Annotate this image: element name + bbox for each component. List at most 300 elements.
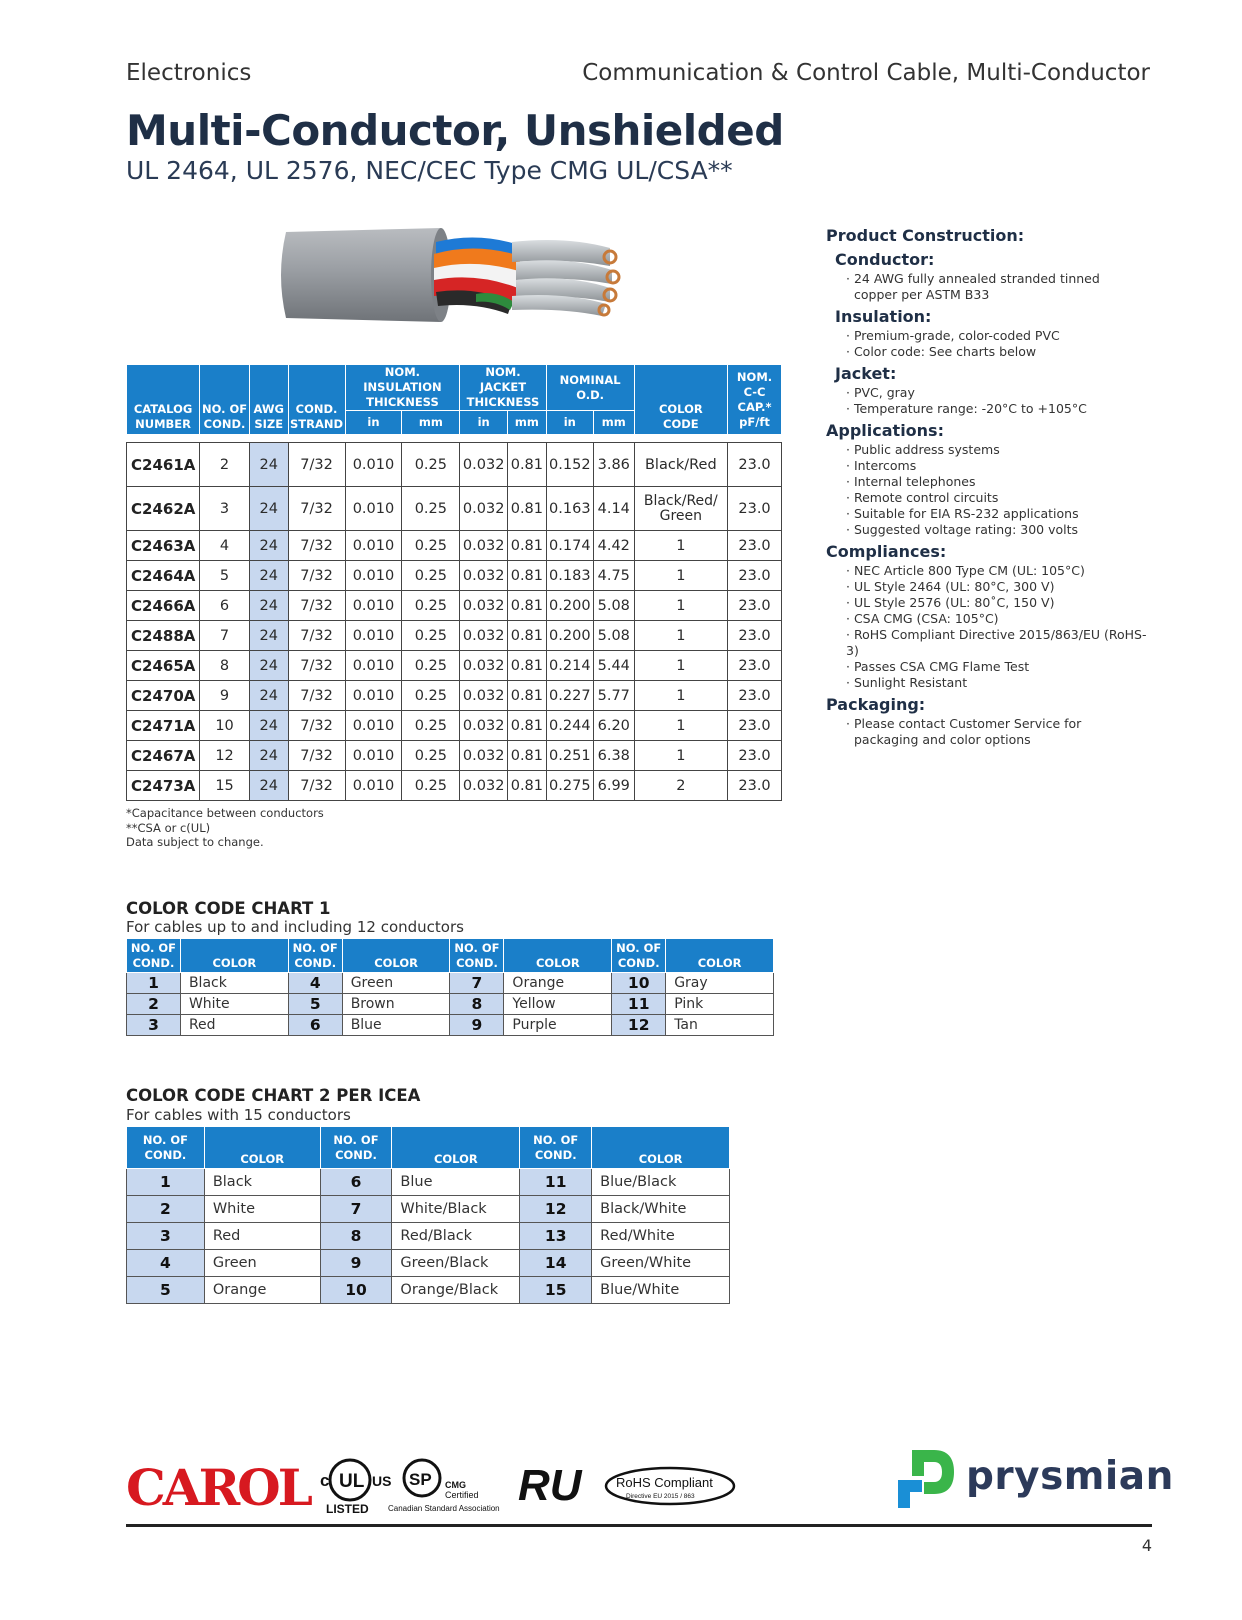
list-item: · PVC, gray — [846, 385, 1156, 401]
table-row — [127, 1169, 730, 1196]
color-code-chart-1 — [126, 938, 774, 1036]
note-line: Data subject to change. — [126, 835, 264, 849]
cell-ins-in: 0.010 — [345, 741, 402, 771]
cell-ins-in: 0.010 — [345, 651, 402, 681]
cell-ins-mm: 0.25 — [402, 443, 460, 487]
cond-color: Red/White — [592, 1223, 730, 1250]
cond-color: Yellow — [504, 994, 612, 1015]
cell-jk-mm: 0.81 — [508, 621, 547, 651]
hdr-cap: NOM. C-C CAP.* pF/ft — [728, 365, 782, 435]
cond-color: Green/Black — [392, 1250, 520, 1277]
list-item: · Remote control circuits — [846, 490, 1156, 506]
cell-color: Black/Red/ Green — [634, 487, 727, 531]
cell-cap: 23.0 — [728, 651, 782, 681]
cond-color: Blue — [392, 1169, 520, 1196]
cell-jk-in: 0.032 — [460, 651, 508, 681]
cond-color: White/Black — [392, 1196, 520, 1223]
cond-number: 11 — [612, 994, 666, 1015]
ul-listed-text: LISTED — [326, 1502, 369, 1516]
chart1-title: COLOR CODE CHART 1 — [126, 899, 331, 918]
prysmian-mark-icon — [894, 1446, 958, 1512]
cell-awg: 24 — [249, 443, 288, 487]
cell-jk-in: 0.032 — [460, 487, 508, 531]
cell-jk-in: 0.032 — [460, 771, 508, 801]
list-item: packaging and color options — [854, 732, 1031, 747]
cell-ins-in: 0.010 — [345, 681, 402, 711]
cell-awg: 24 — [249, 621, 288, 651]
insulation-heading: Insulation: — [835, 307, 932, 326]
cond-color: Red/Black — [392, 1223, 520, 1250]
cond-color: Green — [204, 1250, 320, 1277]
cell-jk-in: 0.032 — [460, 741, 508, 771]
cell-ins-mm: 0.25 — [402, 487, 460, 531]
table-row — [127, 1196, 730, 1223]
rohs-text: RoHS Compliant — [616, 1475, 713, 1490]
cell-jk-mm: 0.81 — [508, 681, 547, 711]
cell-awg: 24 — [249, 561, 288, 591]
cell-ins-in: 0.010 — [345, 443, 402, 487]
cond-number: 14 — [520, 1250, 592, 1277]
cell-cat: C2488A — [127, 621, 200, 651]
cell-cat: C2470A — [127, 681, 200, 711]
list-item: · Premium-grade, color-coded PVC — [846, 328, 1156, 344]
cell-od-in: 0.251 — [546, 741, 593, 771]
cond-number: 15 — [520, 1277, 592, 1304]
chart2-subtitle: For cables with 15 conductors — [126, 1106, 351, 1124]
hdr-color: COLOR CODE — [634, 365, 727, 435]
cond-number: 10 — [320, 1277, 392, 1304]
table-row — [127, 1277, 730, 1304]
applications-list — [846, 442, 1156, 538]
cond-number: 1 — [127, 1169, 205, 1196]
cell-od-mm: 5.08 — [593, 591, 634, 621]
product-construction-panel — [826, 226, 1156, 752]
cell-jk-mm: 0.81 — [508, 771, 547, 801]
cell-awg: 24 — [249, 711, 288, 741]
cell-ins-mm: 0.25 — [402, 531, 460, 561]
cond-number: 4 — [127, 1250, 205, 1277]
cond-number: 8 — [450, 994, 504, 1015]
cell-ins-mm: 0.25 — [402, 621, 460, 651]
cell-od-mm: 4.75 — [593, 561, 634, 591]
cell-color: 1 — [634, 591, 727, 621]
hdr-unit: in — [460, 411, 508, 435]
cell-cond: 12 — [200, 741, 250, 771]
cond-color: Red — [204, 1223, 320, 1250]
list-item: · 24 AWG fully annealed stranded tinned — [846, 271, 1156, 287]
cell-cat: C2465A — [127, 651, 200, 681]
cell-cond: 10 — [200, 711, 250, 741]
hdr-no-of-cond: NO. OF COND. — [612, 939, 666, 973]
cell-cat: C2464A — [127, 561, 200, 591]
cell-cap: 23.0 — [728, 741, 782, 771]
ul-c-text: c — [320, 1471, 330, 1490]
cell-cap: 23.0 — [728, 591, 782, 621]
cell-color: Black/Red — [634, 443, 727, 487]
hdr-color: COLOR — [592, 1127, 730, 1169]
hdr-od: NOMINAL O.D. — [546, 365, 634, 411]
ul-us-text: US — [372, 1473, 392, 1489]
cell-jk-mm: 0.81 — [508, 531, 547, 561]
cond-color: Blue/White — [592, 1277, 730, 1304]
conductor-list — [846, 271, 1156, 303]
list-item: · Sunlight Resistant — [846, 675, 1156, 691]
cell-od-mm: 5.08 — [593, 621, 634, 651]
cell-color: 1 — [634, 531, 727, 561]
rohs-sub-text: Directive EU 2015 / 863 — [626, 1493, 695, 1500]
cell-jk-mm: 0.81 — [508, 711, 547, 741]
hdr-color: COLOR — [204, 1127, 320, 1169]
cell-color: 2 — [634, 771, 727, 801]
page-number: 4 — [1141, 1536, 1152, 1555]
cell-cat: C2471A — [127, 711, 200, 741]
table-row — [127, 711, 782, 741]
cell-awg: 24 — [249, 651, 288, 681]
cond-color: Black — [204, 1169, 320, 1196]
table-row — [127, 681, 782, 711]
hdr-color: COLOR — [180, 939, 288, 973]
list-item: · Suitable for EIA RS-232 applications — [846, 506, 1156, 522]
footer-divider — [126, 1524, 1152, 1527]
cell-od-mm: 3.86 — [593, 443, 634, 487]
list-item: · Internal telephones — [846, 474, 1156, 490]
packaging-heading: Packaging: — [826, 695, 926, 714]
cell-cap: 23.0 — [728, 487, 782, 531]
compliances-list — [846, 563, 1156, 691]
csa-certified-text: Certified — [445, 1490, 479, 1500]
cond-number: 5 — [127, 1277, 205, 1304]
cond-number: 8 — [320, 1223, 392, 1250]
svg-text:UL: UL — [339, 1471, 365, 1492]
cell-od-in: 0.174 — [546, 531, 593, 561]
cell-color: 1 — [634, 711, 727, 741]
note-line: *Capacitance between conductors — [126, 806, 324, 820]
hdr-color: COLOR — [666, 939, 774, 973]
cell-strand: 7/32 — [288, 711, 345, 741]
cell-od-mm: 5.44 — [593, 651, 634, 681]
cell-jk-mm: 0.81 — [508, 591, 547, 621]
hdr-unit: in — [546, 411, 593, 435]
cell-awg: 24 — [249, 681, 288, 711]
cell-ins-mm: 0.25 — [402, 771, 460, 801]
cell-od-mm: 6.99 — [593, 771, 634, 801]
cell-ins-mm: 0.25 — [402, 651, 460, 681]
cond-color: Green — [342, 973, 450, 994]
cell-od-mm: 5.77 — [593, 681, 634, 711]
cell-awg: 24 — [249, 741, 288, 771]
cond-color: Gray — [666, 973, 774, 994]
list-item: · Suggested voltage rating: 300 volts — [846, 522, 1156, 538]
cell-jk-mm: 0.81 — [508, 443, 547, 487]
cell-cond: 2 — [200, 443, 250, 487]
cond-color: White — [204, 1196, 320, 1223]
cond-color: White — [180, 994, 288, 1015]
hdr-no-of-cond: NO. OF COND. — [288, 939, 342, 973]
cond-number: 3 — [127, 1223, 205, 1250]
ur-recognized-logo — [518, 1461, 583, 1510]
list-item: · UL Style 2464 (UL: 80°C, 300 V) — [846, 579, 1156, 595]
cell-jk-mm: 0.81 — [508, 487, 547, 531]
cond-number: 7 — [320, 1196, 392, 1223]
construction-heading: Product Construction: — [826, 226, 1025, 245]
cell-cap: 23.0 — [728, 771, 782, 801]
cell-od-mm: 6.20 — [593, 711, 634, 741]
note-line: **CSA or c(UL) — [126, 820, 211, 835]
cell-cap: 23.0 — [728, 531, 782, 561]
cell-color: 1 — [634, 561, 727, 591]
cell-od-in: 0.163 — [546, 487, 593, 531]
cond-number: 6 — [288, 1015, 342, 1036]
cell-od-in: 0.227 — [546, 681, 593, 711]
cell-color: 1 — [634, 741, 727, 771]
cell-ins-mm: 0.25 — [402, 741, 460, 771]
cell-od-in: 0.200 — [546, 591, 593, 621]
hdr-cond: NO. OF COND. — [200, 365, 250, 435]
hdr-unit: mm — [593, 411, 634, 435]
ul-listed-logo — [320, 1460, 391, 1516]
cond-number: 9 — [450, 1015, 504, 1036]
hdr-insulation: NOM. INSULATION THICKNESS — [345, 365, 460, 411]
cell-cond: 3 — [200, 487, 250, 531]
header-section: Communication & Control Cable, Multi-Conductor — [582, 60, 1150, 86]
page-subtitle: UL 2464, UL 2576, NEC/CEC Type CMG UL/CSA** — [126, 156, 733, 185]
cell-od-mm: 4.14 — [593, 487, 634, 531]
list-item: · Temperature range: -20°C to +105°C — [846, 401, 1156, 417]
packaging-list — [846, 716, 1156, 748]
cable-spec-table — [126, 364, 782, 801]
page-title: Multi-Conductor, Unshielded — [126, 106, 784, 155]
hdr-no-of-cond: NO. OF COND. — [450, 939, 504, 973]
cell-ins-in: 0.010 — [345, 771, 402, 801]
cell-cond: 9 — [200, 681, 250, 711]
cell-cap: 23.0 — [728, 443, 782, 487]
cell-ins-in: 0.010 — [345, 591, 402, 621]
insulation-list — [846, 328, 1156, 360]
table-row — [127, 994, 774, 1015]
hdr-strand: COND. STRAND — [288, 365, 345, 435]
cell-od-mm: 4.42 — [593, 531, 634, 561]
list-item: · Please contact Customer Service for — [846, 716, 1156, 732]
hdr-unit: mm — [402, 411, 460, 435]
hdr-color: COLOR — [392, 1127, 520, 1169]
cond-number: 13 — [520, 1223, 592, 1250]
cell-strand: 7/32 — [288, 771, 345, 801]
table-row — [127, 487, 782, 531]
table-row — [127, 1250, 730, 1277]
list-item: · Color code: See charts below — [846, 344, 1156, 360]
csa-logo — [388, 1460, 500, 1513]
cond-number: 6 — [320, 1169, 392, 1196]
cell-jk-in: 0.032 — [460, 681, 508, 711]
cond-number: 3 — [127, 1015, 181, 1036]
svg-text:RU: RU — [518, 1461, 582, 1510]
cell-cat: C2467A — [127, 741, 200, 771]
cond-color: Pink — [666, 994, 774, 1015]
cell-ins-in: 0.010 — [345, 561, 402, 591]
table-row — [127, 651, 782, 681]
cell-ins-mm: 0.25 — [402, 711, 460, 741]
cond-number: 7 — [450, 973, 504, 994]
hdr-awg: AWG SIZE — [249, 365, 288, 435]
cell-cat: C2463A — [127, 531, 200, 561]
certification-logos — [318, 1450, 758, 1516]
cond-number: 12 — [520, 1196, 592, 1223]
applications-heading: Applications: — [826, 421, 944, 440]
cell-jk-in: 0.032 — [460, 531, 508, 561]
cell-jk-in: 0.032 — [460, 621, 508, 651]
cond-color: Orange — [204, 1277, 320, 1304]
cell-ins-in: 0.010 — [345, 621, 402, 651]
cell-od-in: 0.275 — [546, 771, 593, 801]
hdr-no-of-cond: NO. OF COND. — [520, 1127, 592, 1169]
list-item: · Passes CSA CMG Flame Test — [846, 659, 1156, 675]
cond-number: 4 — [288, 973, 342, 994]
conductor-heading: Conductor: — [835, 250, 935, 269]
cond-color: Orange/Black — [392, 1277, 520, 1304]
cell-strand: 7/32 — [288, 561, 345, 591]
cond-number: 1 — [127, 973, 181, 994]
table-row — [127, 1223, 730, 1250]
cell-jk-mm: 0.81 — [508, 651, 547, 681]
jacket-heading: Jacket: — [835, 364, 897, 383]
cond-number: 5 — [288, 994, 342, 1015]
cell-strand: 7/32 — [288, 531, 345, 561]
hdr-color: COLOR — [504, 939, 612, 973]
cond-color: Green/White — [592, 1250, 730, 1277]
cell-color: 1 — [634, 651, 727, 681]
chart2-title: COLOR CODE CHART 2 PER ICEA — [126, 1086, 421, 1105]
cell-jk-mm: 0.81 — [508, 561, 547, 591]
cell-od-in: 0.214 — [546, 651, 593, 681]
prysmian-wordmark: prysmian — [966, 1454, 1174, 1499]
cell-strand: 7/32 — [288, 741, 345, 771]
cell-ins-in: 0.010 — [345, 487, 402, 531]
cell-od-in: 0.183 — [546, 561, 593, 591]
hdr-jacket: NOM. JACKET THICKNESS — [460, 365, 546, 411]
cell-od-in: 0.152 — [546, 443, 593, 487]
cell-jk-in: 0.032 — [460, 711, 508, 741]
cell-jk-in: 0.032 — [460, 443, 508, 487]
cell-cond: 4 — [200, 531, 250, 561]
cell-awg: 24 — [249, 487, 288, 531]
cond-color: Black/White — [592, 1196, 730, 1223]
cond-number: 12 — [612, 1015, 666, 1036]
cell-ins-mm: 0.25 — [402, 591, 460, 621]
chart1-subtitle: For cables up to and including 12 conductors — [126, 918, 464, 936]
list-item: · Intercoms — [846, 458, 1156, 474]
cell-od-in: 0.244 — [546, 711, 593, 741]
hdr-catalog: CATALOG NUMBER — [127, 365, 200, 435]
cell-jk-in: 0.032 — [460, 561, 508, 591]
table-row — [127, 973, 774, 994]
cond-color: Red — [180, 1015, 288, 1036]
cond-number: 10 — [612, 973, 666, 994]
cell-awg: 24 — [249, 591, 288, 621]
cell-cond: 6 — [200, 591, 250, 621]
hdr-unit: mm — [508, 411, 547, 435]
list-item: · UL Style 2576 (UL: 80˚C, 150 V) — [846, 595, 1156, 611]
cell-ins-in: 0.010 — [345, 531, 402, 561]
cell-jk-mm: 0.81 — [508, 741, 547, 771]
cell-cond: 15 — [200, 771, 250, 801]
cell-ins-mm: 0.25 — [402, 681, 460, 711]
cell-strand: 7/32 — [288, 443, 345, 487]
cell-strand: 7/32 — [288, 621, 345, 651]
cell-cond: 5 — [200, 561, 250, 591]
table-row — [127, 561, 782, 591]
cell-cat: C2462A — [127, 487, 200, 531]
cond-color: Blue/Black — [592, 1169, 730, 1196]
table-row — [127, 741, 782, 771]
cond-number: 2 — [127, 994, 181, 1015]
cell-od-mm: 6.38 — [593, 741, 634, 771]
list-item: · CSA CMG (CSA: 105°C) — [846, 611, 1156, 627]
cable-illustration — [276, 222, 626, 328]
cond-number: 11 — [520, 1169, 592, 1196]
table-row — [127, 531, 782, 561]
csa-cmg-text: CMG — [445, 1480, 466, 1490]
cell-cap: 23.0 — [728, 681, 782, 711]
list-item: · RoHS Compliant Directive 2015/863/EU (RoHS-3) — [846, 627, 1156, 659]
table-row — [127, 591, 782, 621]
cell-ins-in: 0.010 — [345, 711, 402, 741]
cell-cat: C2466A — [127, 591, 200, 621]
rohs-logo — [606, 1468, 734, 1504]
cond-color: Orange — [504, 973, 612, 994]
cell-cap: 23.0 — [728, 561, 782, 591]
table-row — [127, 443, 782, 487]
cond-number: 2 — [127, 1196, 205, 1223]
cond-color: Blue — [342, 1015, 450, 1036]
carol-logo: CAROL — [126, 1458, 310, 1517]
list-item: · NEC Article 800 Type CM (UL: 105°C) — [846, 563, 1156, 579]
cell-jk-in: 0.032 — [460, 591, 508, 621]
header-category: Electronics — [126, 60, 252, 86]
table-notes — [126, 806, 324, 850]
hdr-no-of-cond: NO. OF COND. — [127, 939, 181, 973]
cell-color: 1 — [634, 621, 727, 651]
cell-cap: 23.0 — [728, 711, 782, 741]
cell-awg: 24 — [249, 771, 288, 801]
table-row — [127, 1015, 774, 1036]
cell-cat: C2473A — [127, 771, 200, 801]
cell-cap: 23.0 — [728, 621, 782, 651]
hdr-color: COLOR — [342, 939, 450, 973]
cell-strand: 7/32 — [288, 591, 345, 621]
table-row — [127, 621, 782, 651]
cell-ins-mm: 0.25 — [402, 561, 460, 591]
cond-color: Tan — [666, 1015, 774, 1036]
cond-color: Black — [180, 973, 288, 994]
cell-color: 1 — [634, 681, 727, 711]
table-row — [127, 771, 782, 801]
cond-color: Purple — [504, 1015, 612, 1036]
prysmian-logo — [894, 1446, 1174, 1514]
svg-text:SP: SP — [409, 1470, 432, 1489]
cell-cond: 7 — [200, 621, 250, 651]
compliances-heading: Compliances: — [826, 542, 947, 561]
color-code-chart-2 — [126, 1126, 730, 1304]
cell-strand: 7/32 — [288, 487, 345, 531]
csa-name-text: Canadian Standard Association — [388, 1504, 500, 1513]
cell-cat: C2461A — [127, 443, 200, 487]
hdr-unit: in — [345, 411, 402, 435]
cell-od-in: 0.200 — [546, 621, 593, 651]
cell-strand: 7/32 — [288, 651, 345, 681]
list-item: · Public address systems — [846, 442, 1156, 458]
list-item: copper per ASTM B33 — [854, 287, 990, 302]
cond-color: Brown — [342, 994, 450, 1015]
